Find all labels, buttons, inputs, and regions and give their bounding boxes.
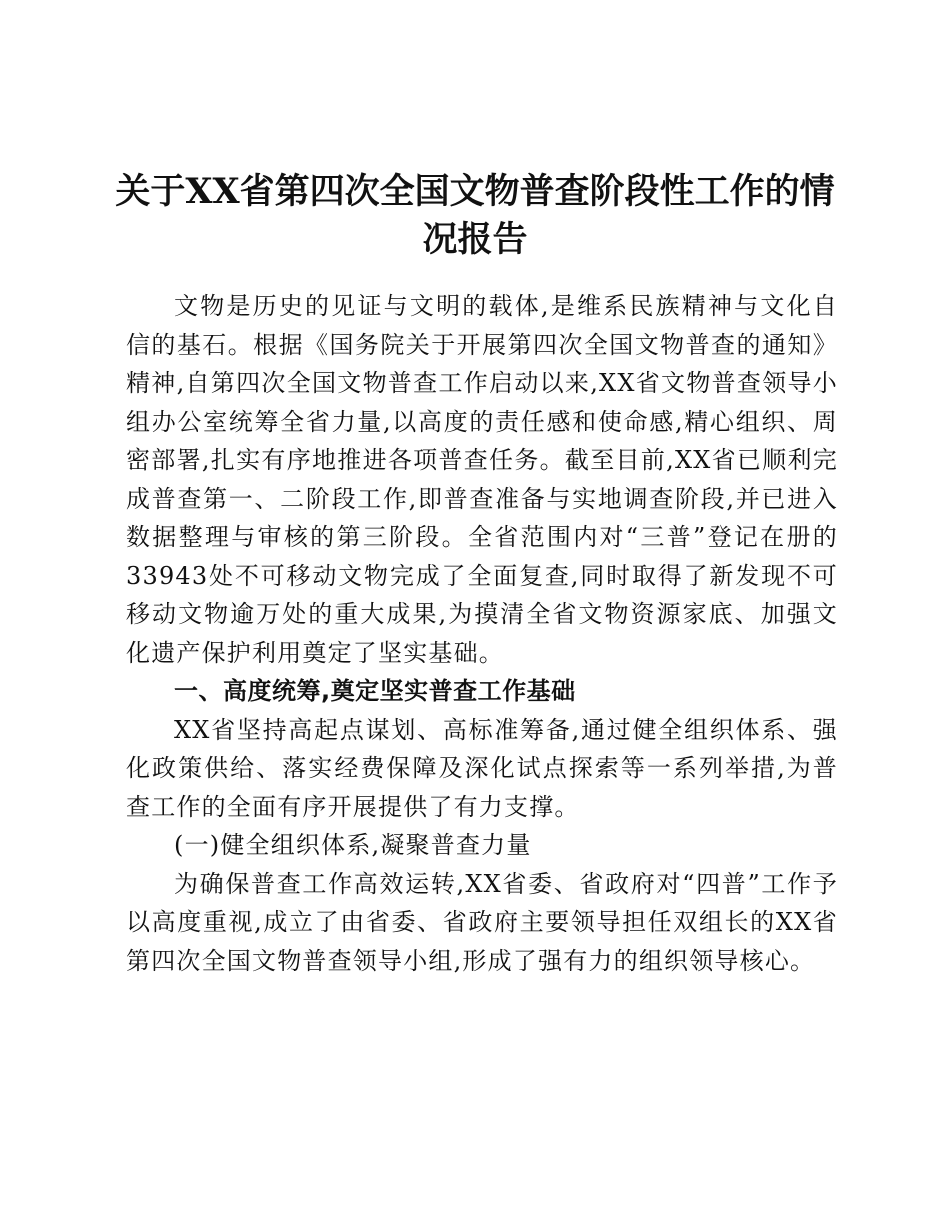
document-body — [126, 287, 838, 980]
section-heading-1: 一、高度统筹,奠定坚实普查工作基础 — [174, 677, 576, 705]
document-title: 关于XX省第四次全国文物普查阶段性工作的情况报告 — [115, 171, 835, 260]
section-1-paragraph: XX省坚持高起点谋划、高标准筹备,通过健全组织体系、强化政策供给、落实经费保障及深化试点探索等一系列举措,为普查工作的全面有序开展提供了有力支撑。 — [126, 715, 838, 821]
subsection-1-paragraph: 为确保普查工作高效运转,XX省委、省政府对“四普”工作予以高度重视,成立了由省委、省政府主要领导担任双组长的XX省第四次全国文物普查领导小组,形成了强有力的组织领导核心。 — [126, 869, 838, 975]
intro-paragraph: 文物是历史的见证与文明的载体,是维系民族精神与文化自信的基石。根据《国务院关于开展第四次全国文物普查的通知》精神,自第四次全国文物普查工作启动以来,XX省文物普查领导小组办公室统筹全省力量,以高度的责任感和使命感,精心组织、周密部署,扎实有序地推进各项普查任务。截至目前,XX省已顺利完成普查第一、二阶段工作,即普查准备与实地调查阶段,并已进入数据整理与审核的第三阶段。全省范围内对“三普”登记在册的33943处不可移动文物完成了全面复查,同时取得了新发现不可移动文物逾万处的重大成果,为摸清全省文物资源家底、加强文化遗产保护利用奠定了坚实基础。 — [126, 292, 838, 667]
subsection-heading-1: (一)健全组织体系,凝聚普查力量 — [174, 831, 532, 859]
